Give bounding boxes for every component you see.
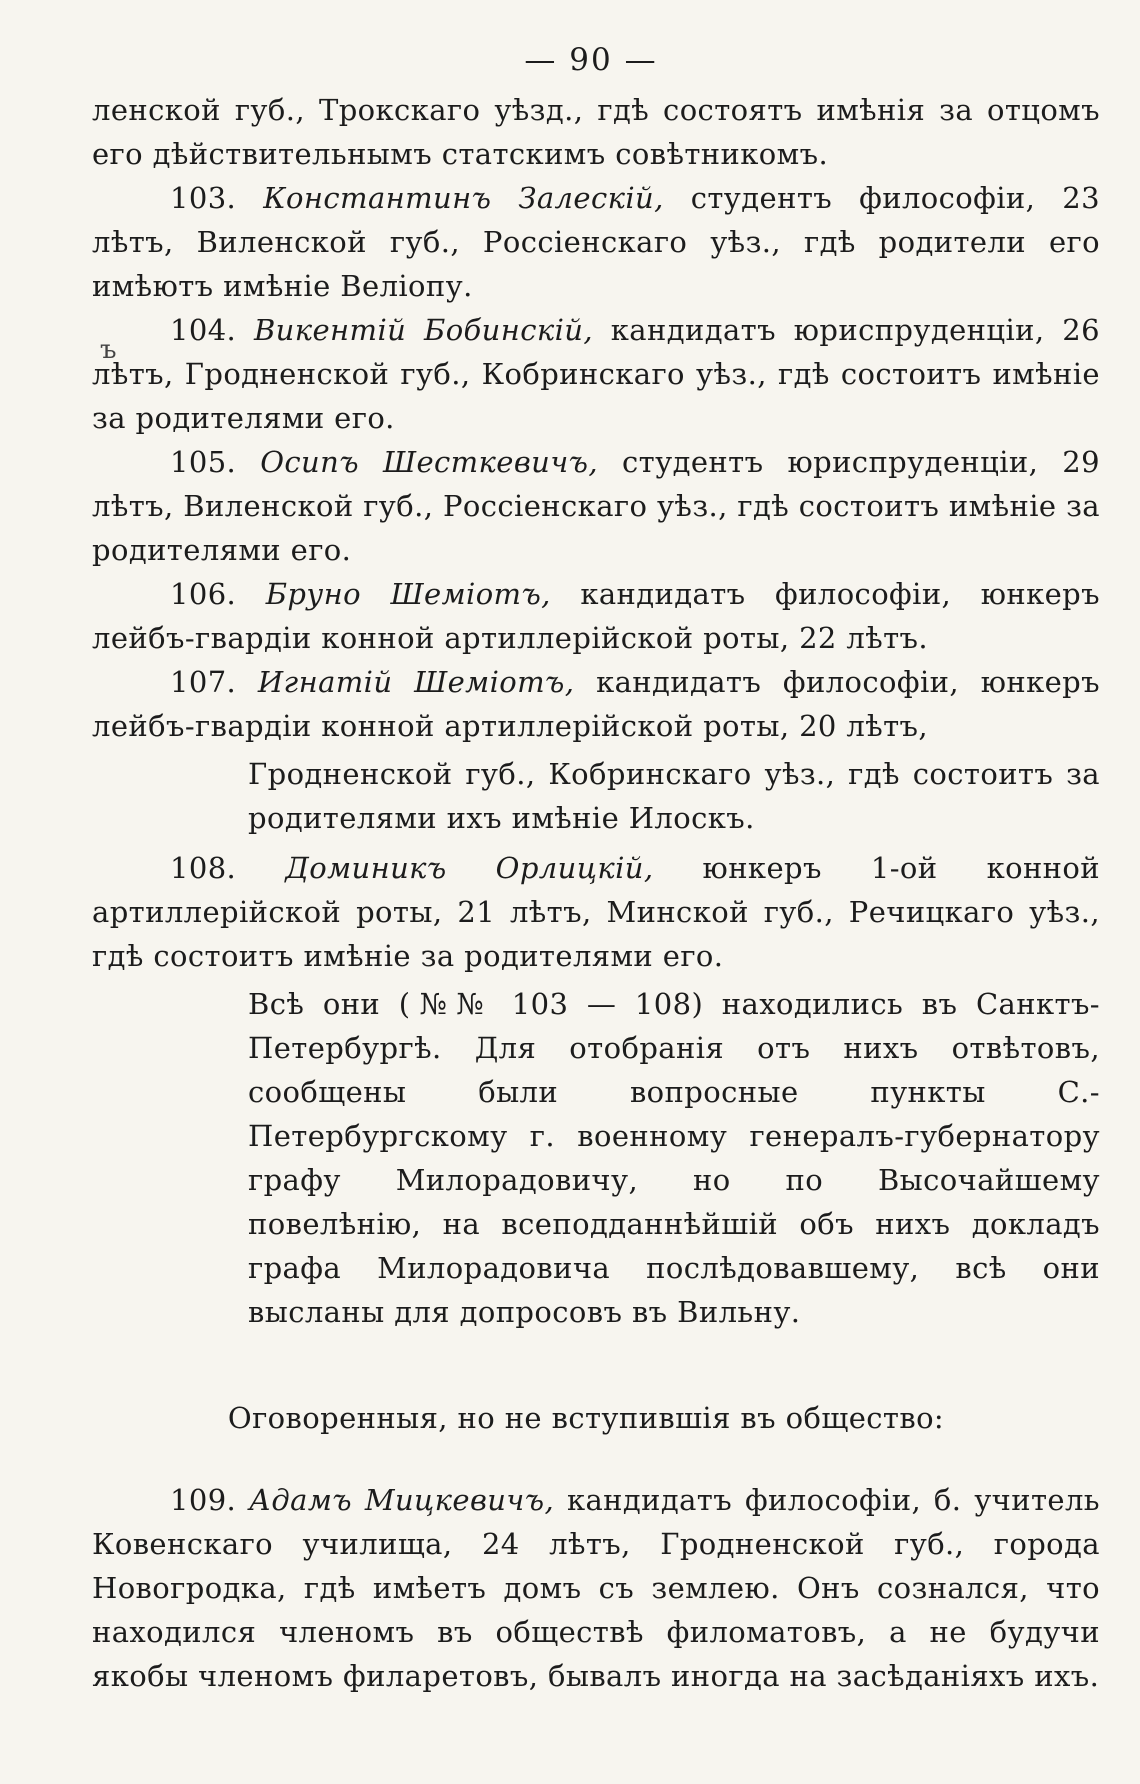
person-name: Бруно Шеміотъ,: [265, 577, 551, 611]
entry-105: [92, 440, 1100, 572]
entry-107: [92, 660, 1100, 748]
entry-number: 105.: [170, 445, 237, 479]
person-name: Адамъ Мицкевичъ,: [249, 1483, 555, 1517]
margin-mark: ъ: [100, 335, 117, 365]
entry-number: 108.: [170, 851, 237, 885]
continuation-paragraph: ленской губ., Трокскаго уѣзд., гдѣ состоятъ имѣнія за отцомъ его дѣйствительнымъ статскимъ совѣтникомъ.: [92, 93, 1100, 171]
entry-text: кандидатъ философіи, юнкеръ лейбъ-гвардіи конной артиллерійской роты, 20 лѣтъ,: [92, 665, 1100, 743]
entry-number: 109.: [170, 1483, 237, 1517]
entry-text: кандидатъ философіи, б. учитель Ковенскаго училища, 24 лѣтъ, Гродненской губ., города Новогродка, гдѣ имѣетъ домъ съ землею. Онъ сознался, что находился членомъ въ обществѣ филоматовъ, а не будучи якобы членомъ филаретовъ, бывалъ иногда на засѣданіяхъ ихъ.: [92, 1483, 1100, 1693]
group-note: Всѣ они (№№ 103 — 108) находились въ Санктъ-Петербургѣ. Для отобранія отъ нихъ отвѣтовъ, сообщены были вопросные пункты С.-Петербургскому г. военному генералъ-губернатору графу Милорадовичу, но по Высочайшему повелѣнію, на всеподданнѣйшій объ нихъ докладъ графа Милорадовича послѣдовавшему, всѣ они высланы для допросовъ въ Вильну.: [248, 987, 1100, 1329]
entry-108: [92, 846, 1100, 978]
entry-number: 107.: [170, 665, 237, 699]
section-subheading: Оговоренныя, но не вступившія въ общество:: [227, 1401, 945, 1435]
page-number: — 90 —: [524, 42, 658, 78]
entry-number: 104.: [170, 313, 237, 347]
entry-text: кандидатъ юриспруденціи, 26 лѣтъ, Гродненской губ., Кобринскаго уѣз., гдѣ состоитъ имѣніе за родителями его.: [92, 313, 1100, 435]
entry-107-continuation: Гродненской губ., Кобринскаго уѣз., гдѣ состоитъ за родителями ихъ имѣніе Илоскъ.: [248, 757, 1100, 835]
entry-103: [92, 176, 1100, 308]
entry-number: 103.: [170, 181, 237, 215]
entry-106: [92, 572, 1100, 660]
person-name: Доминикъ Орлицкій,: [285, 851, 654, 885]
person-name: Осипъ Шесткевичъ,: [260, 445, 598, 479]
person-name: Викентій Бобинскій,: [253, 313, 593, 347]
person-name: Игнатій Шеміотъ,: [257, 665, 575, 699]
entry-text: юнкеръ 1-ой конной артиллерійской роты, 21 лѣтъ, Минской губ., Речицкаго уѣз., гдѣ состоитъ имѣніе за родителями его.: [92, 851, 1100, 973]
entry-104: [92, 308, 1100, 440]
person-name: Константинъ Залескій,: [263, 181, 664, 215]
entry-number: 106.: [170, 577, 237, 611]
entry-text: студентъ философіи, 23 лѣтъ, Виленской губ., Россіенскаго уѣз., гдѣ родители его имѣютъ имѣніе Веліопу.: [92, 181, 1100, 303]
entry-109: [92, 1478, 1100, 1698]
entry-text: студентъ юриспруденціи, 29 лѣтъ, Виленской губ., Россіенскаго уѣз., гдѣ состоитъ имѣніе за родителями его.: [92, 445, 1100, 567]
entry-text: кандидатъ философіи, юнкеръ лейбъ-гвардіи конной артиллерійской роты, 22 лѣтъ.: [92, 577, 1100, 655]
